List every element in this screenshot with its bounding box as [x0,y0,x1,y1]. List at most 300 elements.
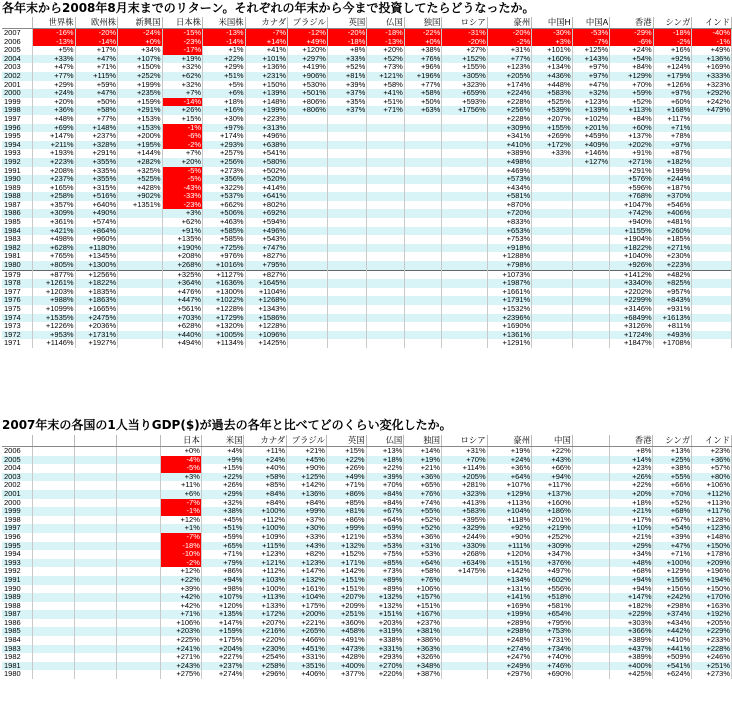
value-cell: +40% [244,464,287,473]
value-cell: +201% [532,516,573,525]
year-cell: 1980 [2,670,33,679]
value-cell [404,149,442,158]
value-cell [442,627,488,636]
value-cell [572,279,610,288]
year-cell: 2003 [2,473,33,482]
value-cell: +101% [245,55,288,64]
value-cell: +26% [162,106,203,115]
value-cell [327,331,366,340]
value-cell: +42% [161,593,202,602]
value-cell [692,209,732,218]
value-cell [117,610,161,619]
value-cell: +273% [203,167,246,176]
table-row [2,235,732,244]
value-cell: -14% [75,38,118,47]
table-row [2,175,732,184]
table-row [2,227,732,236]
value-cell [33,619,75,628]
value-cell: +309% [532,542,573,551]
value-cell: +335% [75,167,118,176]
value-cell: +147% [287,567,327,576]
value-cell: +15% [201,464,244,473]
value-cell: +66% [532,464,573,473]
value-cell: +740% [532,653,573,662]
value-cell: +47% [653,542,692,551]
value-cell: +428% [118,184,162,193]
value-cell: +207% [244,619,287,628]
year-cell: 1986 [2,619,33,628]
value-cell: +134% [487,576,532,585]
column-header: シンガ [653,17,692,29]
value-cell: +328% [75,141,118,150]
year-cell: 2000 [2,499,33,508]
value-cell: +160% [532,55,572,64]
value-cell [572,218,610,227]
value-cell: +795% [245,261,288,270]
value-cell [442,270,487,279]
value-cell: +159% [118,98,162,107]
value-cell: +413% [442,499,488,508]
value-cell [442,670,488,679]
value-cell: +229% [692,627,732,636]
value-cell: +3126% [610,322,653,331]
value-cell [692,322,732,331]
value-cell: +100% [244,585,287,594]
value-cell: +50% [75,98,118,107]
value-cell: +47% [75,55,118,64]
value-cell [288,296,328,305]
value-cell [572,167,610,176]
value-cell: +389% [609,653,653,662]
value-cell: +246% [692,653,732,662]
value-cell: +293% [203,141,246,150]
table-row [2,339,732,348]
value-cell: +243% [161,662,202,671]
value-cell: +376% [532,559,573,568]
value-cell: +195% [118,141,162,150]
value-cell: +1047% [610,201,653,210]
value-cell [75,507,117,516]
value-cell: -18% [327,38,366,47]
year-cell: 1984 [2,636,33,645]
value-cell: +179% [653,72,692,81]
value-cell: +129% [487,490,532,499]
value-cell: +87% [653,149,692,158]
value-cell: +76% [404,490,442,499]
value-cell: +1645% [245,279,288,288]
value-cell: +953% [33,331,76,340]
value-cell: +55% [653,473,692,482]
value-cell: +573% [487,175,531,184]
value-cell: +291% [75,149,118,158]
value-cell: +7% [162,149,203,158]
value-cell [117,524,161,533]
value-cell [692,175,732,184]
year-cell: 2007 [2,29,33,38]
value-cell [532,288,572,297]
value-cell: +190% [162,244,203,253]
value-cell: +293% [366,653,404,662]
value-cell [75,653,117,662]
value-cell [532,322,572,331]
value-cell [692,158,732,167]
value-cell: +82% [287,550,327,559]
value-cell: +228% [487,115,531,124]
value-cell [327,279,366,288]
value-cell: +37% [327,89,366,98]
value-cell [404,244,442,253]
value-cell: +194% [692,576,732,585]
value-cell: +1636% [203,279,246,288]
value-cell: +123% [287,559,327,568]
value-cell: +123% [572,98,610,107]
value-cell: +136% [692,55,732,64]
value-cell: +47% [75,89,118,98]
value-cell [404,339,442,348]
value-cell: +1690% [487,322,531,331]
table-row [2,72,732,81]
year-cell: 1987 [2,201,33,210]
value-cell [442,636,488,645]
value-cell: -20% [487,29,531,38]
value-cell [117,653,161,662]
value-cell: +77% [404,81,442,90]
value-cell: +1% [203,46,246,55]
value-cell [117,490,161,499]
value-cell: +583% [442,507,488,516]
value-cell: +442% [653,627,692,636]
value-cell: +53% [404,550,442,559]
value-cell [572,636,609,645]
value-cell [288,270,328,279]
value-cell [532,235,572,244]
year-cell: 1993 [2,149,33,158]
value-cell: -20% [75,29,118,38]
value-cell: -12% [288,29,328,38]
table-row [2,542,732,551]
value-cell: +1863% [75,296,118,305]
value-cell [33,610,75,619]
value-cell [288,288,328,297]
value-cell: +244% [653,175,692,184]
value-cell [572,209,610,218]
value-cell [442,158,487,167]
value-cell [692,296,732,305]
value-cell: +120% [487,550,532,559]
value-cell: +34% [118,46,162,55]
value-cell [572,244,610,253]
value-cell: +21% [287,447,327,456]
value-cell: +204% [201,645,244,654]
value-cell [572,201,610,210]
value-cell [327,167,366,176]
year-cell: 2002 [2,481,33,490]
value-cell: +150% [692,585,732,594]
value-cell: +225% [161,636,202,645]
value-cell: +1320% [203,322,246,331]
value-cell: -7% [161,499,202,508]
value-cell: +270% [366,662,404,671]
value-cell: +111% [487,542,532,551]
value-cell: +118% [487,516,532,525]
value-cell: +1535% [33,314,76,323]
value-cell: +3% [532,38,572,47]
value-cell [404,132,442,141]
value-cell: +602% [532,576,573,585]
value-cell: +121% [367,72,405,81]
value-cell: +64% [487,473,532,482]
value-cell: +106% [161,619,202,628]
table-row [2,610,732,619]
value-cell: +77% [75,115,118,124]
value-cell: +2202% [610,288,653,297]
value-cell: +479% [692,106,732,115]
value-cell: +59% [75,81,118,90]
value-cell [442,585,488,594]
value-cell [692,339,732,348]
value-cell: +1987% [487,279,531,288]
value-cell: +36% [404,473,442,482]
value-cell: +22% [366,464,404,473]
value-cell: +71% [326,481,366,490]
value-cell: +3% [162,209,203,218]
value-cell [33,670,75,679]
value-cell: +49% [288,38,328,47]
value-cell: +49% [692,46,732,55]
table-row [2,322,732,331]
table-row [2,636,732,645]
value-cell: +33% [532,149,572,158]
table-row [2,209,732,218]
value-cell: +23% [609,464,653,473]
value-cell [442,175,487,184]
value-cell: +2475% [75,314,118,323]
value-cell [404,115,442,124]
value-cell [532,252,572,261]
value-cell: +692% [245,209,288,218]
value-cell: +581% [487,192,531,201]
value-cell [692,244,732,253]
value-cell: +0% [161,447,202,456]
value-cell [442,132,487,141]
value-cell: +2299% [610,296,653,305]
value-cell: +1099% [33,305,76,314]
value-cell: +155% [532,124,572,133]
value-cell [572,235,610,244]
value-cell: +1146% [33,339,76,348]
year-cell: 1988 [2,602,33,611]
value-cell [404,322,442,331]
value-cell [75,464,117,473]
value-cell: +5% [203,81,246,90]
value-cell [572,296,610,305]
value-cell: +121% [244,559,287,568]
value-cell [75,602,117,611]
value-cell [692,192,732,201]
value-cell: +870% [487,201,531,210]
value-cell: +747% [245,244,288,253]
value-cell: +199% [118,81,162,90]
value-cell [118,314,162,323]
returns-table-body [2,29,732,348]
value-cell: +10% [609,524,653,533]
value-cell: +36% [692,456,732,465]
table-row [2,499,732,508]
column-header: インド [692,17,732,29]
value-cell: +26% [609,473,653,482]
value-cell [572,175,610,184]
year-cell: 1992 [2,158,33,167]
value-cell: +389% [487,149,531,158]
value-cell [117,447,161,456]
value-cell [442,619,488,628]
value-cell: +207% [326,593,366,602]
value-cell: +466% [287,636,327,645]
value-cell: +84% [610,115,653,124]
value-cell: +1268% [245,296,288,305]
value-cell: -1% [692,38,732,47]
value-cell: +209% [692,559,732,568]
value-cell: +106% [404,585,442,594]
value-cell: +15% [162,115,203,124]
value-cell: +409% [572,141,610,150]
value-cell: +48% [33,115,76,124]
value-cell [367,158,405,167]
value-cell: +252% [532,533,573,542]
value-cell: +84% [366,499,404,508]
value-cell: +1661% [487,288,531,297]
value-cell [118,331,162,340]
value-cell: +251% [692,662,732,671]
value-cell: +227% [201,653,244,662]
value-cell: +537% [203,192,246,201]
value-cell [572,288,610,297]
value-cell: +100% [244,507,287,516]
value-cell: +1724% [610,331,653,340]
value-cell: +291% [610,167,653,176]
value-cell: +123% [487,63,531,72]
value-cell: +703% [162,314,203,323]
column-header: インド [692,435,732,447]
value-cell: +271% [610,158,653,167]
value-cell: +107% [201,593,244,602]
value-cell: +45% [287,456,327,465]
value-cell: +7% [162,89,203,98]
value-cell: +32% [201,499,244,508]
value-cell [117,456,161,465]
value-cell: +63% [404,106,442,115]
value-cell [327,115,366,124]
value-cell: +19% [487,447,532,456]
table-row [2,46,732,55]
value-cell [572,542,609,551]
value-cell: +39% [161,585,202,594]
value-cell: +248% [487,636,532,645]
value-cell: +137% [532,490,573,499]
value-cell: +58% [75,106,118,115]
table-row [2,63,732,72]
value-cell: +52% [327,63,366,72]
value-cell: +541% [653,662,692,671]
value-cell [572,322,610,331]
value-cell: +1756% [442,106,487,115]
value-cell: +458% [326,627,366,636]
value-cell [118,252,162,261]
value-cell: -15% [162,29,203,38]
table-row [2,314,732,323]
value-cell: +6% [203,89,246,98]
value-cell: +581% [532,602,573,611]
table-row [2,524,732,533]
value-cell [288,209,328,218]
value-cell [117,636,161,645]
value-cell: +574% [75,218,118,227]
column-header: 中国H [532,17,572,29]
value-cell: +355% [75,158,118,167]
value-cell: +1005% [203,331,246,340]
table-row [2,201,732,210]
value-cell [33,627,75,636]
value-cell: +421% [33,227,76,236]
value-cell: +1708% [653,339,692,348]
value-cell: +419% [288,63,328,72]
value-cell: +84% [287,499,327,508]
value-cell [572,645,609,654]
value-cell: +258% [33,192,76,201]
value-cell: +106% [692,481,732,490]
value-cell [118,305,162,314]
value-cell: +323% [692,81,732,90]
value-cell: +112% [244,567,287,576]
value-cell [33,662,75,671]
value-cell: +109% [244,533,287,542]
value-cell: +185% [653,235,692,244]
value-cell: +97% [203,124,246,133]
value-cell [118,279,162,288]
value-cell [442,662,488,671]
value-cell [572,610,609,619]
value-cell: -14% [203,38,246,47]
value-cell: +247% [487,653,532,662]
value-cell: +303% [609,619,653,628]
value-cell [692,201,732,210]
value-cell: +76% [404,55,442,64]
value-cell: +49% [326,473,366,482]
value-cell: +323% [442,490,488,499]
table-row [2,106,732,115]
value-cell: +753% [487,235,531,244]
value-cell: +59% [610,89,653,98]
value-cell: -6% [162,132,203,141]
value-cell: +525% [532,98,572,107]
value-cell: +135% [201,610,244,619]
value-cell [367,209,405,218]
value-cell: +476% [162,288,203,297]
value-cell: +580% [245,158,288,167]
value-cell [367,167,405,176]
year-cell: 1981 [2,252,33,261]
value-cell [692,270,732,279]
value-cell [118,244,162,253]
value-cell: +498% [33,235,76,244]
value-cell [442,218,487,227]
value-cell: +146% [572,149,610,158]
year-cell: 1992 [2,567,33,576]
value-cell [572,305,610,314]
value-cell [404,158,442,167]
value-cell [327,305,366,314]
value-cell: +132% [366,593,404,602]
